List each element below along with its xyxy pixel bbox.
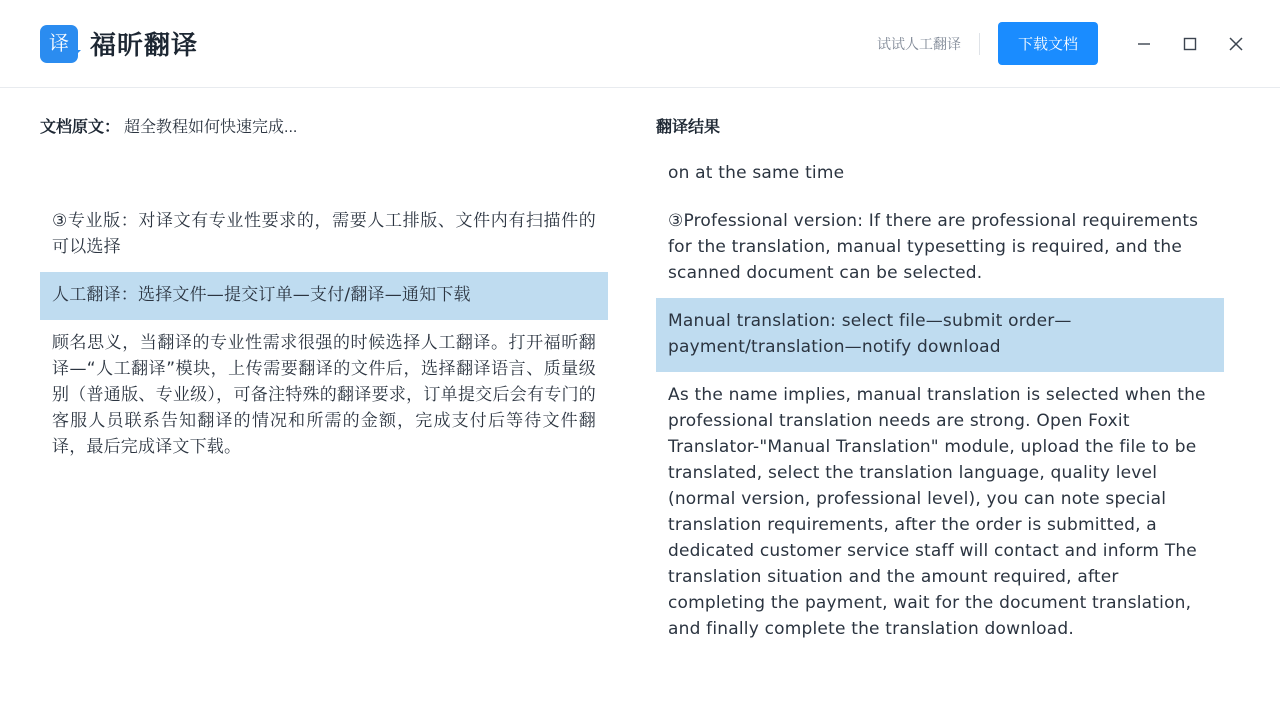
source-segment-3[interactable]: 顾名思义，当翻译的专业性需求很强的时候选择人工翻译。打开福昕翻译—“人工翻译”模块，上传需要翻译的文件后，选择翻译语言、质量级别（普通版、专业级），可备注特殊的翻译要求，订单提交后会有专门的客服人员联系告知翻译的情况和所需的金额，完成支付后等待文件翻译，最后完成译文下载。 (52, 333, 596, 457)
download-document-button[interactable]: 下载文档 (998, 22, 1098, 65)
minimize-icon[interactable] (1124, 24, 1164, 64)
source-pane-label: 文档原文： (40, 118, 121, 136)
app-title: 福昕翻译 (90, 30, 199, 60)
result-segment-2-highlighted[interactable]: Manual translation: select file—submit order—payment/translation—notify download (656, 298, 1224, 372)
window-controls (1124, 24, 1256, 64)
spacer (40, 150, 608, 198)
close-icon[interactable] (1216, 24, 1256, 64)
try-human-translation-link[interactable]: 试试人工翻译 (876, 35, 961, 52)
title-bar (0, 0, 1280, 88)
source-pane-header (40, 114, 608, 136)
result-segment-1[interactable]: ③Professional version: If there are professional requirements for the translation, manual typesetting is required, and the scanned document can be selected. (668, 211, 1199, 283)
divider (979, 33, 980, 55)
result-text-area[interactable] (656, 150, 1224, 720)
source-segment-1[interactable]: ③专业版：对译文有专业性要求的，需要人工排版、文件内有扫描件的可以选择 (52, 211, 596, 257)
result-pane (656, 88, 1224, 720)
source-text-area[interactable] (40, 150, 608, 720)
result-segment-0[interactable]: on at the same time (668, 163, 845, 183)
translate-icon: 译 (40, 25, 78, 63)
result-pane-label: 翻译结果 (656, 118, 721, 136)
result-pane-header (656, 114, 1224, 136)
source-segment-2-highlighted[interactable]: 人工翻译：选择文件—提交订单—支付/翻译—通知下载 (40, 272, 608, 320)
maximize-icon[interactable] (1170, 24, 1210, 64)
source-filename: 超全教程如何快速完成... (124, 118, 298, 136)
result-segment-3[interactable]: As the name implies, manual translation is selected when the professional translation needs are strong. Open Foxit Translator-"Manual Translation" module, upload the file to be translated, select the translation language, quality level (normal version, professional level), you can note special translation requirements, after the order is submitted, a dedicated customer service staff will contact and inform The translation situation and the amount required, after completing the payment, wait for the document translation, and finally complete the translation download. (668, 385, 1206, 639)
source-pane (40, 88, 608, 720)
main-content (0, 88, 1280, 720)
title-bar-actions (877, 22, 1256, 65)
brand (40, 25, 198, 63)
